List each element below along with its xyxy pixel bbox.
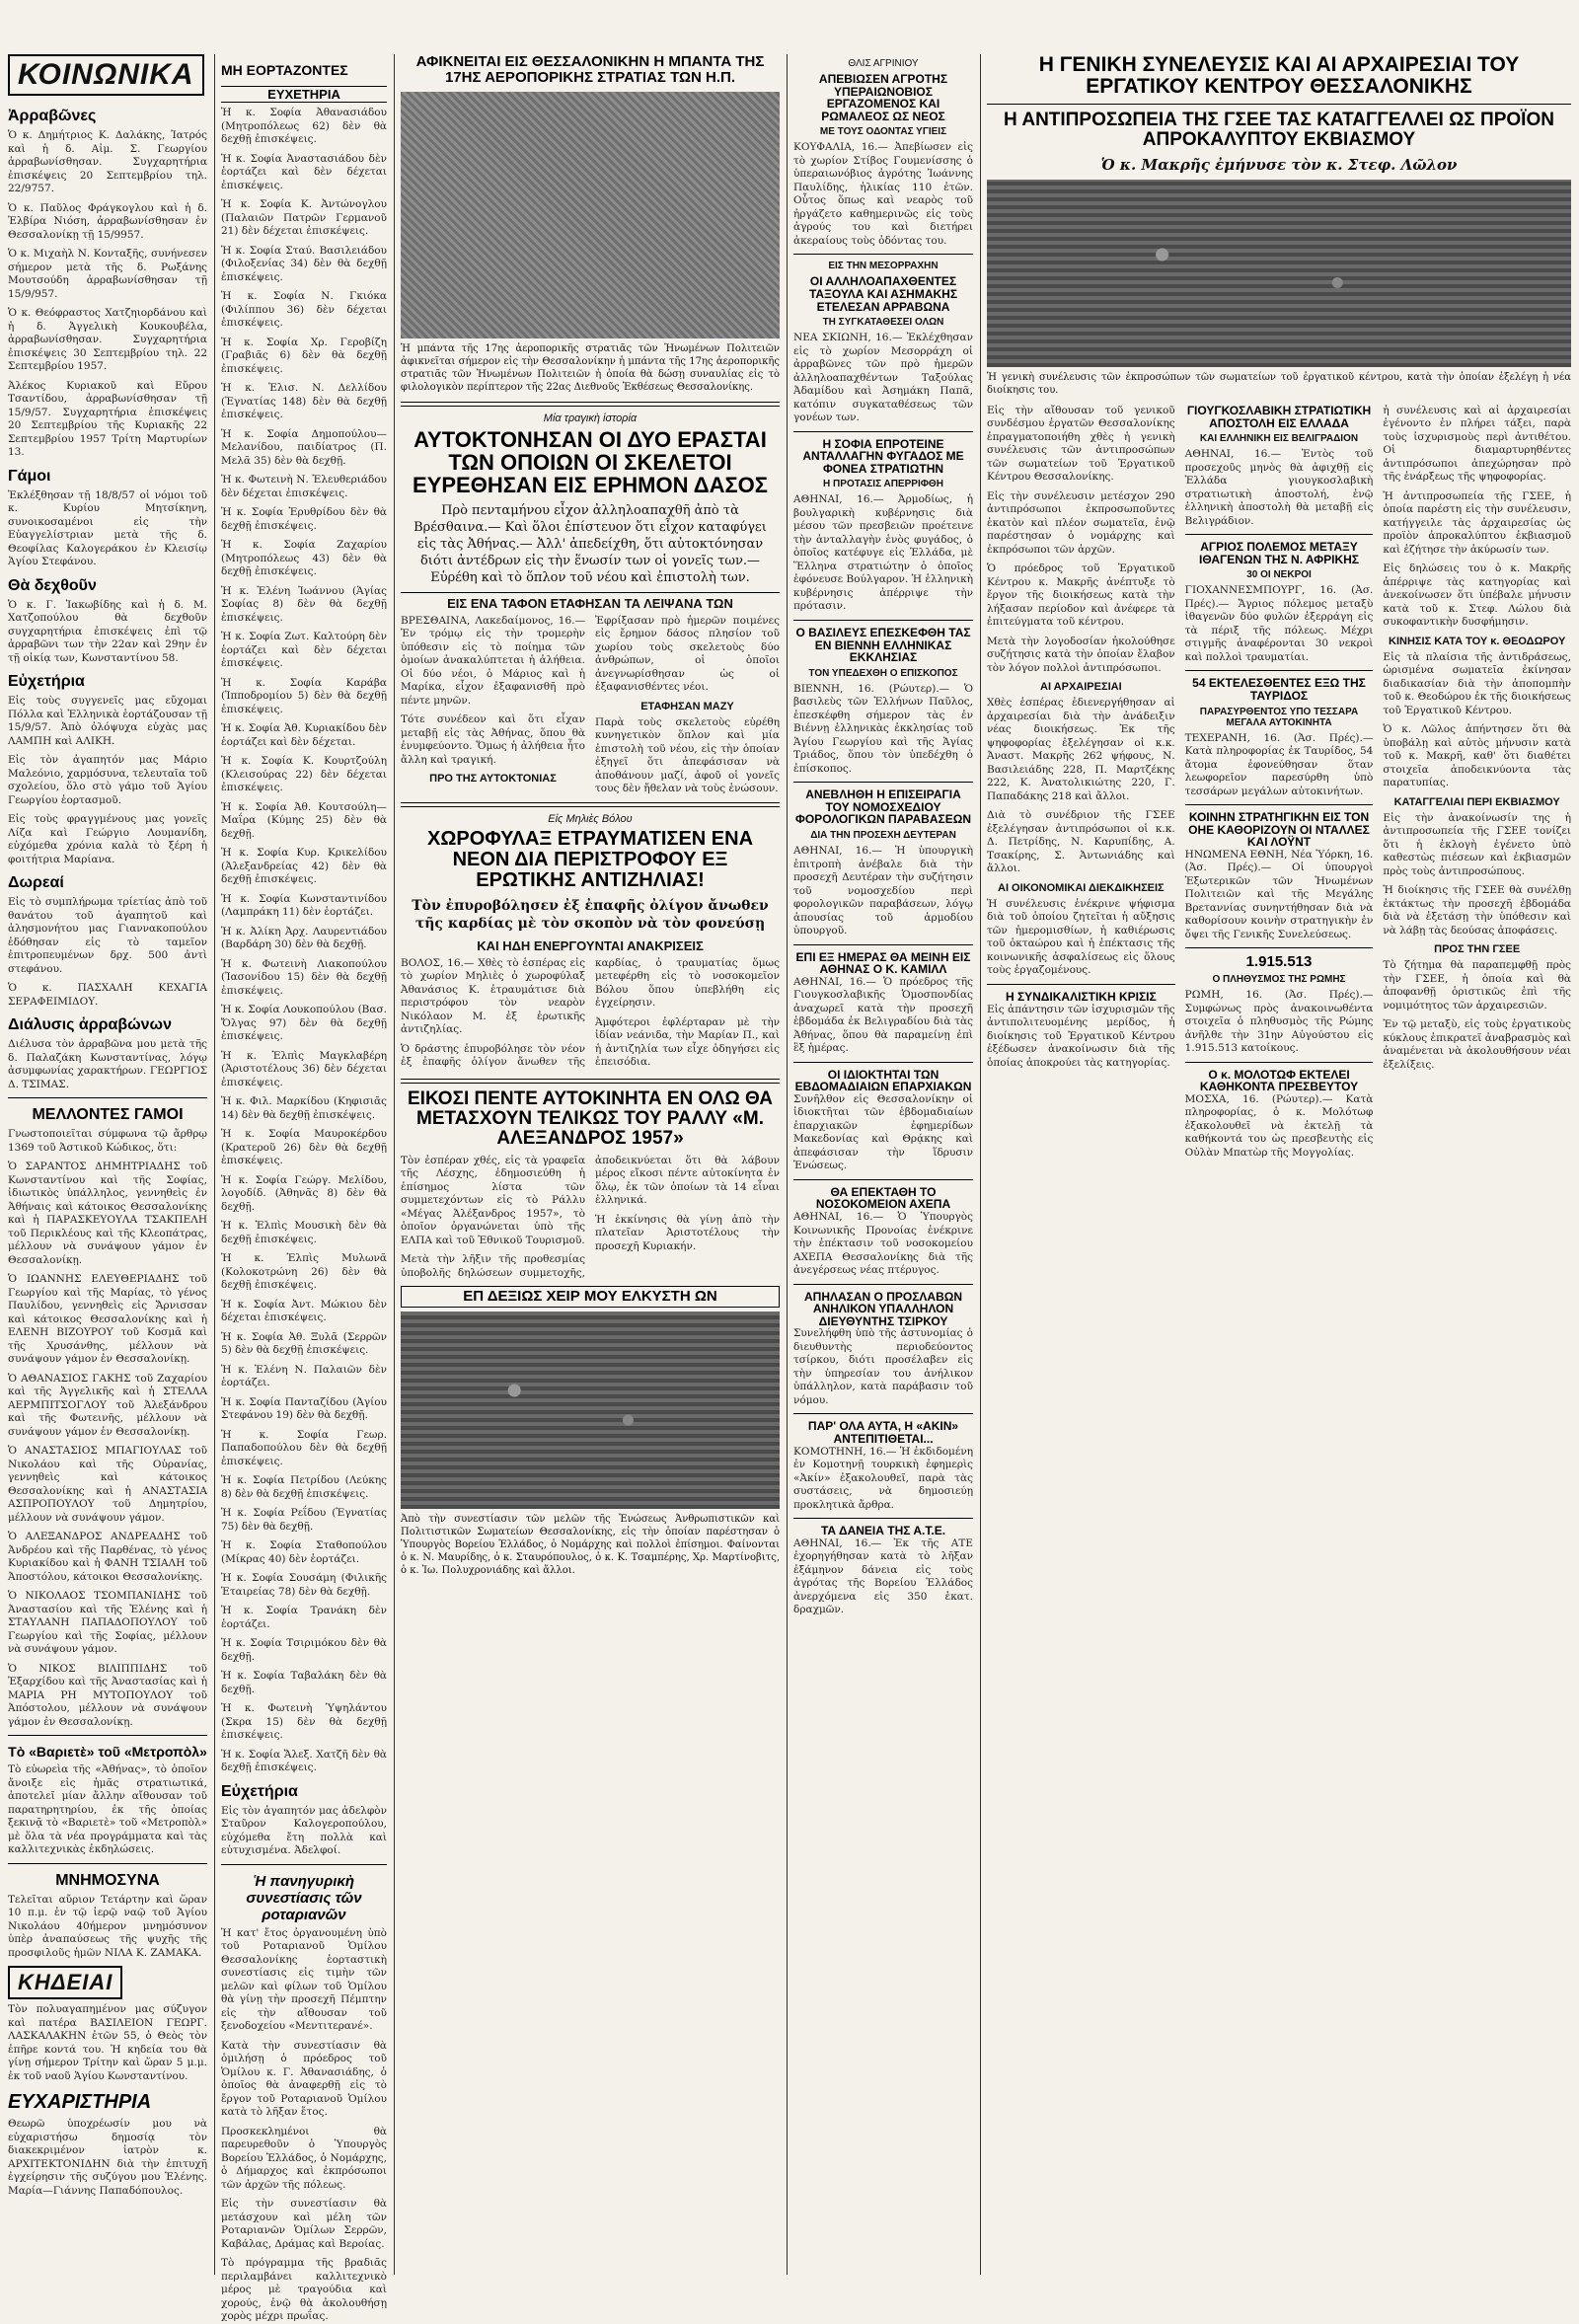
headline: Ο ΒΑΣΙΛΕΥΣ ΕΠΕΣΚΕΦΘΗ ΤΑΣ ΕΝ ΒΙΕΝΝΗ ΕΛΛΗΝΙΚΑΣ ΕΚΚΛΗΣΙΑΣ (795, 625, 971, 665)
column-news-center (401, 54, 780, 2275)
name-day-entry: Ἡ κ. Σοφία Ἀθ. Κουτσούλη—Μαΐρα (Κύμης 25) δὲν θὰ δεχθῇ. (221, 800, 387, 840)
paragraph: ΒΡΕΣΘΑΙΝΑ, Λακεδαίμονος, 16.— Ἐν τρόμῳ εἰς τὴν τρομερὴν ὑπόθεσιν εἰς τὸ ποίημα τῶν ὁμοίων ἀνακαλύπτεται ἡ ἀλήθεια. Οἱ δύο νέοι, ὁ Μάριος καὶ ἡ Μαρίκα, εἶχον ἐξαφανισθῆ πρὸ πέντε μηνῶν. (401, 614, 585, 707)
headline-rally: ΕΙΚΟΣΙ ΠΕΝΤΕ ΑΥΤΟΚΙΝΗΤΑ ΕΝ ΟΛΩ ΘΑ ΜΕΤΑΣΧΟΥΝ ΤΕΛΙΚΩΣ ΤΟΥ ΡΑΛΛΥ «Μ. ΑΛΕΞΑΝΔΡΟΣ 1957» (408, 1087, 773, 1149)
name-day-entry: Ἡ κ. Φωτεινὴ Ν. Ἐλευθεριάδου δὲν δέχεται ἐπισκέψεις. (221, 474, 387, 499)
subhead: ΠΡΟ ΤΗΣ ΑΥΤΟΚΤΟΝΙΑΣ (429, 773, 557, 786)
paragraph: Εἰς τοὺς συγγενεῖς μας εὔχομαι Πόλλα καὶ Ἑλληνικὰ ἑορτάζουσαν τῇ 15/9/57. Ἀπὸ ὀλόψυχα εὐχὰς μας ΛΑΜΠΗ καὶ ΑΛΙΚΗ. (8, 695, 207, 747)
paragraph: Ἡ διοίκησις τῆς ΓΣΕΕ θὰ συνέλθῃ ἐκτάκτως τὴν προσεχῆ ἑβδομάδα διὰ νὰ ἐξετάσῃ τὴν ὑπόθεσιν καὶ νὰ λάβῃ τὰς δεούσας ἀποφάσεις. (1383, 884, 1572, 937)
name-day-entry: Ἡ κ. Σοφία Ρεΐδου (Ἐγνατίας 75) δὲν θὰ δεχθῇ. (221, 1507, 387, 1533)
name-day-entry: Ἡ κ. Φιλ. Μαρκίδου (Κηφισιᾶς 14) δὲν θὰ δεχθῇ ἐπισκέψεις. (221, 1095, 387, 1121)
subhead: 30 ΟΙ ΝΕΚΡΟΙ (1246, 569, 1312, 581)
headline: ΠΑΡ' ΟΛΑ ΑΥΤΑ, Η «ΑΚΙΝ» ΑΝΤΕΠΙΤΙΘΕΤΑΙ... (807, 1419, 959, 1446)
divider (793, 254, 973, 255)
name-day-entry: Ἡ κ. Σοφία Κωνσταντινίδου (Λαμπράκη 11) δὲν ἑορτάζει. (221, 892, 387, 918)
paragraph: Ὁ κ. Μιχαὴλ Ν. Κονταξῆς, συνήνεσεν σήμερον μετὰ τῆς δ. Ρωξάνης Μουτσούδη ἀρραβωνίσθησαν τῇ 15/9/957. (8, 248, 207, 300)
paragraph: Μετὰ τὴν λῆξιν τῆς προθεσμίας ὑποβολῆς δηλώσεων συμμετοχῆς, ἀποδεικνύεται ὅτι θὰ λάβουν μέρος εἴκοσι πέντε αὐτοκίνητα ἐν ὅλῳ, ἐκ τῶν ὁποίων τὰ 14 εἶναι ἑλληνικά. (401, 1154, 780, 1279)
headline-main: Η ΓΕΝΙΚΗ ΣΥΝΕΛΕΥΣΙΣ ΚΑΙ ΑΙ ΑΡΧΑΙΡΕΣΙΑΙ ΤΟΥ ΕΡΓΑΤΙΚΟΥ ΚΕΝΤΡΟΥ ΘΕΣΣΑΛΟΝΙΚΗΣ (1038, 53, 1520, 99)
paragraph: Εἰς ἀπάντησιν τῶν ἰσχυρισμῶν τῆς ἀντιπολιτευομένης μερίδος, ἡ διοίκησις τοῦ Ἐργατικοῦ Κέντρου ἐξέδωσεν ἀνακοίνωσιν διὰ τῆς ὁποίας ἀποκρούει τὰς κατηγορίας. (987, 1003, 1175, 1069)
paragraph: Εἰς τοὺς φραγγμένους μας γονεῖς Λίζα καὶ Γεώργιο Λουμανίδη, εὐχόμεθα χρόνια καλὰ τὸ ξέρη ἡ φοιτήτρια Μαρίανα. (8, 813, 207, 865)
paragraph: Τὸ εὐωρεὶα τῆς «Ἀθήνας», τὸ ὁποῖον ἄνοιξε εἰς ἡμᾶς στρατιωτικά, ἀποτελεῖ μίαν ἄλλην αἴθουσαν τοῦ παρατηρητηρίου, ἐκ τῆς ὁποίας ξεκινᾷ τὸ «Βαριετὲ» τοῦ «Μετροπὸλ» μὲ ὅλα τὰ νέα προγράμματα καὶ τὰς καλλιτεχνικὰς ἐκδηλώσεις. (8, 1763, 207, 1855)
paragraph: Εἰς τὴν αἴθουσαν τοῦ γενικοῦ συνδέσμου ἐργατῶν Θεσσαλονίκης ἐπραγματοποιήθη χθὲς ἡ γενικὴ συνέλευσις τῶν ἀντιπροσώπων τῶν σωματείων τοῦ Ἐργατικοῦ Κέντρου Θεσσαλονίκης. (987, 404, 1175, 484)
paragraph: Εἰς τὴν συνέλευσιν μετέσχον 290 ἀντιπρόσωποι ἐκπροσωποῦντες ἑκατὸν καὶ πλέον σωματεῖα, ἐνῷ παρέστησαν ὁ νομάρχης καὶ ἐκπρόσωποι τῶν ἀρχῶν. (987, 489, 1175, 556)
paragraph: Γνωστοποιεῖται σύμφωνα τῷ ἄρθρῳ 1369 τοῦ Ἀστικοῦ Κώδικος, ὅτι: (8, 1128, 207, 1154)
paragraph: Προσκεκλημένοι θὰ παρευρεθοῦν ὁ Ὑπουργὸς Βορείου Ἑλλάδος, ὁ Νομάρχης, ὁ Δήμαρχος καὶ ἐκπρόσωποι τῶν ἀρχῶν τῆς πόλεως. (221, 2125, 387, 2191)
paragraph: Εἰς τὰ πλαίσια τῆς ἀντιδράσεως, ὡρισμένα σωματεῖα ἐκίνησαν διαδικασίαν διὰ τὴν ἀποπομπὴν τοῦ κ. Θεοδώρου ἐκ τῆς διοικήσεως τοῦ Ἐργατικοῦ Κέντρου. (1383, 650, 1572, 716)
subhead: ΤΟΝ ΥΠΕΔΕΧΘΗ Ο ΕΠΙΣΚΟΠΟΣ (808, 667, 958, 679)
divider (1185, 670, 1374, 671)
section-title: Τὸ «Βαριετὲ» τοῦ «Μετροπὸλ» (8, 1744, 207, 1760)
divider (793, 431, 973, 432)
divider (793, 1518, 973, 1519)
deck: Πρὸ πενταμήνου εἶχον ἀλληλοαπαχθῆ ἀπὸ τὰ Βρέσθαινα.— Καὶ ὅλοι ἐπίστευον ὅτι εἶχον καταφύγει εἰς τὰς Ἀθήνας.— Ἀλλ' ἀπεδείχθη, ὅτι αὐτοκτόνησαν διότι ἀντέδρων εἰς τὴν ἕνωσίν των οἱ γονεῖς των.— Εὑρέθη καὶ τὸ ὅπλον τοῦ νέου καὶ ἐπιστολὴ των. (414, 502, 767, 585)
section-title: Θὰ δεχθοῦν (8, 576, 97, 594)
subhead: ΚΑΙ ΕΛΛΗΝΙΚΗ ΕΙΣ ΒΕΛΙΓΡΑΔΙΟΝ (1199, 433, 1359, 445)
subhead: Ο ΠΛΗΘΥΣΜΟΣ ΤΗΣ ΡΩΜΗΣ (1212, 974, 1346, 986)
paragraph: ΒΟΛΟΣ, 16.— Χθὲς τὸ ἑσπέρας εἰς τὸ χωρίον Μηλιὲς ὁ χωροφύλαξ Ἀθανάσιος Κ. ἐτραυμάτισε διὰ περιστρόφου τὸν νεαρὸν Νικόλαον Μ. ἐξ ἐρωτικῆς ἀντιζηλίας. (401, 956, 585, 1036)
headline: 54 ΕΚΤΕΛΕΣΘΕΝΤΕΣ ΕΞΩ ΤΗΣ ΤΑΥΡΙΔΟΣ (1192, 676, 1366, 703)
paragraph: ΓΙΟΧΑΝΝΕΣΜΠΟΥΡΓ, 16. (Ἀσ. Πρές).— Ἄγριος πόλεμος μεταξὺ ἰθαγενῶν δύο φυλῶν ἐξερράγη εἰς τὰ πέριξ τῆς πόλεως. Μέχρι στιγμῆς ἀναφέρονται 30 νεκροὶ καὶ πολλοὶ τραυματίαι. (1184, 584, 1374, 663)
name-day-entry: Ἡ κ. Σοφία Σταθοπούλου (Μίκρας 40) δὲν ἑορτάζει. (221, 1539, 387, 1565)
name-day-entry: Ἡ κ. Σοφία Ἀντ. Μώκιου δὲν δέχεται ἐπισκέψεις. (221, 1298, 387, 1323)
column-right (1383, 405, 1571, 1165)
paragraph: Τότε συνέδεον καὶ ὅτι εἶχαν μεταβῇ εἰς τὰς Ἀθήνας, ὅπου θὰ ἐνυμφεύοντο. Ὅμως ἡ ἀλήθεια ἦτο ἄλλη καὶ τραγική. (401, 713, 585, 766)
section-title: Γάμοι (8, 467, 51, 485)
headline: 1.915.513 (1245, 953, 1313, 971)
paragraph: Ὁ ΙΩΑΝΝΗΣ ΕΛΕΥΘΕΡΙΑΔΗΣ τοῦ Γεωργίου καὶ τῆς Μαρίας, τὸ γένος Παυλίδου, γεννηθεὶς εἰς Ἄρνισσαν καὶ κάτοικος Θεσσαλονίκης καὶ ἡ ΕΛΕΝΗ ΒΙΖΟΥΡΟΥ τοῦ Κοσμᾶ καὶ τῆς Χρυσάνθης, μέλλουν νὰ συνάψουν γάμον ἐν Θεσσαλονίκῃ. (8, 1273, 207, 1365)
reception-photo (401, 1312, 780, 1509)
paragraph: Τὸν πολυαγαπημένον μας σύζυγον καὶ πατέρα ΒΑΣΙΛΕΙΟΝ ΓΕΩΡΓ. ΛΑΣΚΑΛΑΚΗΝ ἐτῶν 55, ὁ Θεὸς τὸν ἐπῆρε κοντά του. Ἡ κηδεία του θὰ γίνῃ σήμερον Τρίτην καὶ ὥραν 5 μ.μ. ἐκ τοῦ ναοῦ Ἁγίου Κωνσταντίνου. (8, 2003, 207, 2082)
column-rule (787, 54, 788, 2275)
paragraph: Ὁ κ. Γ. Ἰακωβίδης καὶ ἡ δ. Μ. Χατζοπούλου θὰ δεχθοῦν συγχαρητήρια ἐπισκέψεις ἐπὶ τῷ ἀρραβῶνι των τὴν 22αν καὶ 29ην ἐν τῇ οἰκίᾳ των, Κωνσταντίνου 58. (8, 598, 207, 664)
assembly-photo (987, 180, 1571, 367)
divider (401, 802, 780, 807)
name-day-entry: Ἡ κ. Σοφία Τρανάκη δὲν ἑορτάζει. (221, 1605, 387, 1630)
paragraph: Ὁ κ. Λῶλος ἀπήντησεν ὅτι θὰ ὑποβάλῃ καὶ αὐτὸς μήνυσιν κατὰ τοῦ κ. Μακρῆ, καθ' ὅτι διαθέτει στοιχεῖα ἀποδεικνύοντα τὰς παρατυπίας. (1383, 723, 1572, 789)
paragraph: ΚΟΜΟΤΗΝΗ, 16.— Ἡ ἐκδιδομένη ἐν Κομοτηνῇ τουρκικὴ ἐφημερὶς «Ἀκίν» ἐξακολουθεῖ, παρὰ τὰς συστάσεις, νὰ δημοσιεύῃ προκλητικὰ ἄρθρα. (793, 1445, 973, 1511)
name-day-entry: Ἡ κ. Σοφία Ἀθ. Ξυλᾶ (Σερρῶν 5) δὲν θὰ δεχθῇ ἐπισκέψεις. (221, 1330, 387, 1356)
column-labour-center (987, 54, 1571, 2275)
column-rule (214, 54, 215, 2275)
name-day-entry: Ἡ κ. Σοφία Ἀναστασιάδου δὲν ἑορτάζει καὶ δὲν δέχεται ἐπισκέψεις. (221, 152, 387, 191)
section-title: ΕΥΧΕΤΗΡΙΑ (221, 86, 387, 103)
headline: ΑΓΡΙΟΣ ΠΟΛΕΜΟΣ ΜΕΤΑΞΥ ΙΘΑΓΕΝΩΝ ΤΗΣ Ν. ΑΦΡΙΚΗΣ (1199, 540, 1359, 566)
subhead: ΑΙ ΑΡΧΑΙΡΕΣΙΑΙ (1040, 681, 1122, 694)
paragraph: Ὁ ΣΑΡΑΝΤΟΣ ΔΗΜΗΤΡΙΑΔΗΣ τοῦ Κωνσταντίνου καὶ τῆς Σοφίας, ἰδιωτικὸς ὑπάλληλος, γεννηθεὶς ἐν Ἀθήναις καὶ κάτοικος Θεσσαλονίκης καὶ ἡ ΠΑΡΑΣΚΕΥΟΥΛΑ ΤΣΑΚΠΕΛΗ τοῦ Περικλέους καὶ τῆς Κλεοπάτρας, μέλλουν νὰ συνάψουν γάμον ἐν Θεσσαλονίκῃ. (8, 1161, 207, 1266)
column-name-days (221, 54, 387, 2322)
name-day-entry: Ἡ κ. Φωτεινὴ Λιακοπούλου (Ἰασονίδου 15) δὲν θὰ δεχθῇ ἐπισκέψεις. (221, 957, 387, 997)
divider (987, 984, 1175, 985)
subhead: Η ΠΡΟΤΑΣΙΣ ΑΠΕΡΡΙΦΘΗ (823, 479, 943, 490)
divider (1185, 947, 1374, 948)
headline: ΑΝΕΒΛΗΘΗ Η ΕΠΙΣΕΙΡΑΓΙΑ ΤΟΥ ΝΟΜΟΣΧΕΔΙΟΥ ΦΟΡΟΛΟΓΙΚΩΝ ΠΑΡΑΒΑΣΕΩΝ (795, 787, 971, 827)
paragraph: Ὁ κ. Δημήτριος Κ. Δαλάκης, Ἰατρός καὶ ἡ δ. Αἰμ. Σ. Γεωργίου ἀρραβωνίσθησαν. Συγχαρητήρια ἐπισκέψεις 20 Σεπτεμβρίου τηλ. 22/9757. (8, 129, 207, 194)
paragraph: Εἰς τὸ συμπλήρωμα τρίετίας ἀπὸ τοῦ θανάτου τοῦ ἀγαπητοῦ καὶ ἀλησμονήτου μας Γιαννακοπούλου ἐδόθησαν εἰς τὸ ταμεῖον ἐπιτροπευμένων δρχ. 500 ἀντὶ στεφάνου. (8, 896, 207, 975)
paragraph: Ἀμφότεροι ἐφλέρταραν μὲ τὴν ἰδίαν νεάνιδα, τὴν Μαρίαν Π., καὶ ἡ ἀντιζηλία των εἶχε ὁδηγήσει εἰς ἐπεισόδια. (595, 1015, 780, 1069)
paragraph: Χθὲς ἑσπέρας ἐδιενεργήθησαν αἱ ἀρχαιρεσίαι διὰ τὴν ἀνάδειξιν νέας διοικήσεως. Ἐκ τῆς ψηφοφορίας ἐξελέγησαν οἱ κ.κ. Ἀναστ. Μακρῆς 262 ψήφους, Ν. Βασιλειάδης 228, Π. Μαρτζέκης 222, Κ. Ἀνατολικιώτης 220, Γ. Παπαδάκης 218 καὶ ἄλλοι. (987, 697, 1175, 802)
divider (987, 104, 1571, 105)
paragraph: ΑΘΗΝΑΙ, 16.— Ἡ ὑπουργικὴ ἐπιτροπὴ ἀνέβαλε διὰ τὴν προσεχῆ Δευτέραν τὴν συζήτησιν τοῦ νομοσχεδίου περὶ φορολογικῶν παραβάσεων, λόγῳ ἀπουσίας τοῦ ἁρμοδίου ὑπουργοῦ. (793, 845, 973, 937)
divider (8, 1863, 207, 1864)
paragraph: Ὁ πρόεδρος τοῦ Ἐργατικοῦ Κέντρου κ. Μακρῆς ἀνέπτυξε τὸ ἔργον τῆς διοικήσεως κατὰ τὴν λήξασαν περίοδον καὶ ἀνέφερε τὰ ἐπιτεύγματα τοῦ κέντρου. (987, 562, 1175, 629)
photo-headline: ΕΠ ΔΕΞΙΩΣ ΧΕΙΡ ΜΟΥ ΕΛΚΥΣΤΗ ΩΝ (401, 1286, 780, 1308)
name-day-entry: Ἡ κ. Ἐλπὶς Μυλωνᾶ (Κολοκοτρώνη 26) δὲν θὰ δεχθῇ ἐπισκέψεις. (221, 1252, 387, 1291)
subhead: ΤΗ ΣΥΓΚΑΤΑΘΕΣΕΙ ΟΛΩΝ (822, 317, 944, 329)
headline-gendarme: ΧΩΡΟΦΥΛΑΞ ΕΤΡΑΥΜΑΤΙΣΕΝ ΕΝΑ ΝΕΟΝ ΔΙΑ ΠΕΡΙΣΤΡΟΦΟΥ ΕΞ ΕΡΩΤΙΚΗΣ ΑΝΤΙΖΗΛΙΑΣ! (426, 827, 754, 891)
section-title: Διάλυσις ἀρραβώνων (8, 1016, 172, 1033)
section-title: Ἡ πανηγυρικὴ συνεστίασις τῶν ροταριανῶν (246, 1872, 362, 1923)
paragraph: Εἰς τὴν ἀνακοίνωσίν της ἡ ἀντιπροσωπεία τῆς ΓΣΕΕ τονίζει ὅτι ἡ ἐκλογὴ ἐγένετο ὑπὸ καθεστὼς πιέσεων καὶ ἐκβιασμῶν πρὸς τοὺς ἀντιπροσώπους. (1383, 811, 1572, 877)
band-photo (401, 92, 780, 338)
paragraph: ΡΩΜΗ, 16. (Ἀσ. Πρές).— Συμφώνως πρὸς ἀνακοινωθέντα στοιχεῖα ὁ πληθυσμὸς τῆς Ρώμης ἀνῆλθε τὴν 31ην Αὐγούστου εἰς 1.915.513 κατοίκους. (1184, 989, 1374, 1055)
headline: ΘΑ ΕΠΕΚΤΑΘΗ ΤΟ ΝΟΣΟΚΟΜΕΙΟΝ ΑΧΕΠΑ (815, 1184, 951, 1212)
name-day-entry: Ἡ κ. Σοφία Γεώργ. Μελίδου, λογοδίδ. (Ἀθηνᾶς 8) δὲν θὰ δεχθῇ. (221, 1173, 387, 1213)
paragraph: ΗΝΩΜΕΝΑ ΕΘΝΗ, Νέα Ὑόρκη, 16. (Ἀσ. Πρές).— Οἱ ὑπουργοὶ Ἐξωτερικῶν τῶν Ἡνωμένων Πολιτειῶν καὶ τῆς Μεγάλης Βρεταννίας συνηντήθησαν διὰ νὰ καθορίσουν κοινὴν στρατηγικὴν ἐν ὄψει τῆς Γενικῆς Συνελεύσεως. (1184, 848, 1374, 940)
name-day-entry: Ἡ κ. Σοφία Τσιριμόκου δὲν θὰ δεχθῇ. (221, 1637, 387, 1663)
paragraph: Ὁ ΑΛΕΞΑΝΔΡΟΣ ΑΝΔΡΕΑΔΗΣ τοῦ Ἀνδρέου καὶ τῆς Παρθένας, τὸ γένος Κυριακίδου καὶ ἡ ΦΑΝΗ ΤΣΙΑΛΗ τοῦ Ἀποστόλου, κάτοικοι Θεσσαλονίκης. (8, 1531, 207, 1583)
name-day-entry: Ἡ κ. Σοφία Γεωρ. Παπαδοπούλου δὲν θὰ δεχθῇ ἐπισκέψεις. (221, 1428, 387, 1467)
name-day-entry: Ἡ κ. Σοφία Κ. Ἀντώνογλου (Παλαιῶν Πατρῶν Γερμανοῦ 21) δὲν δέχεται ἐπισκέψεις. (221, 198, 387, 237)
divider (401, 1079, 780, 1084)
name-day-entry: Ἡ κ. Σοφία Ν. Γκιόκα (Φιλίππου 36) δὲν δέχεται ἐπισκέψεις. (221, 290, 387, 329)
name-day-entry: Ἡ κ. Σοφία Ἀθανασιάδου (Μητροπόλεως 62) δὲν θὰ δεχθῇ ἐπισκέψεις. (221, 107, 387, 145)
divider (793, 944, 973, 945)
divider (793, 620, 973, 621)
headline: ΤΑ ΔΑΝΕΙΑ ΤΗΣ Α.Τ.Ε. (820, 1524, 946, 1538)
paragraph: Παρὰ τοὺς σκελετοὺς εὑρέθη κυνηγετικὸν ὅπλον καὶ μία ἐπιστολὴ τοῦ νέου, εἰς τὴν ὁποίαν ἐξηγεῖ ὅτι ἀπεφάσισαν νὰ ἀποθάνουν μαζί, ἀφοῦ οἱ γονεῖς τους δὲν ἤθελαν νὰ τοὺς ἑνώσουν. (595, 715, 780, 795)
paragraph: Διὰ τὸ συνέδριον τῆς ΓΣΕΕ ἐξελέγησαν ἀντιπρόσωποι οἱ κ.κ. Δ. Πετρίδης, Ν. Καρυπίδης, Α. Τσακίρης, Σ. Ἀντωνιάδης καὶ ἄλλοι. (987, 809, 1175, 875)
column-rule (394, 54, 395, 2275)
divider (1185, 1062, 1374, 1063)
divider (8, 1735, 207, 1736)
subhead: ΠΑΡΑΣΥΡΘΕΝΤΟΣ ΥΠΟ ΤΕΣΣΑΡΑ ΜΕΓΑΛΑ ΑΥΤΟΚΙΝΗΤΑ (1199, 706, 1359, 728)
paragraph: Ὁ κ. Θεόφραστος Χατζηιορδάνου καὶ ἡ δ. Ἀγγελικὴ Κουκουβέλα, ἀρραβωνίσθησαν. Συγχαρητήρια ἐπισκέψεις 30 Σεπτεμβρίου τηλ. 22 Σεπτεμβρίου 1957. (8, 307, 207, 372)
name-day-entry: Ἡ κ. Ἐλπὶς Μαγκλαβέρη (Ἀριστοτέλους 36) δὲν δέχεται ἐπισκέψεις. (221, 1049, 387, 1088)
section-title: Εὐχετήρια (221, 1782, 298, 1800)
paragraph: Ἡ συνέλευσις ἐνέκρινε ψήφισμα διὰ τοῦ ὁποίου ζητεῖται ἡ αὔξησις τῶν ἡμερομισθίων, ἡ καθιέρωσις τοῦ ὀκταώρου καὶ ἡ ἐπέκτασις τῆς κοινωνικῆς ἀσφαλίσεως εἰς ὅλους τοὺς ἐργαζομένους. (987, 897, 1175, 977)
name-day-list (221, 107, 387, 1775)
photo-caption: Ἡ μπάντα τῆς 17ης ἀεροπορικῆς στρατιᾶς τῶν Ἡνωμένων Πολιτειῶν ἀφικνεῖται σήμερον εἰς τὴν Θεσσαλονίκην ἡ μπάντα τῆς 17ης ἀεροπορικῆς στρατιᾶς τῶν Ἡνωμένων Πολιτειῶν ἡ ὁποία θὰ δώσῃ συναυλίας εἰς τὸ φιλολογικὸν περίπτερον τῆς 22ας Διεθνοῦς Ἐκθέσεως Θεσσαλονίκης. (401, 342, 780, 393)
paragraph: Τὸ ζήτημα θὰ παραπεμφθῇ πρὸς τὴν ΓΣΕΕ, ἡ ὁποία καὶ θὰ ἀποφανθῇ ὁριστικῶς ἐπὶ τῆς νομιμότητος τῶν ἀρχαιρεσιῶν. (1383, 959, 1572, 1012)
headline-lovers: ΑΥΤΟΚΤΟΝΗΣΑΝ ΟΙ ΔΥΟ ΕΡΑΣΤΑΙ ΤΩΝ ΟΠΟΙΩΝ ΟΙ ΣΚΕΛΕΤΟΙ ΕΥΡΕΘΗΣΑΝ ΕΙΣ ΕΡΗΜΟΝ ΔΑΣΟΣ (413, 426, 768, 497)
paragraph: Ἡ ἐκκίνησις θὰ γίνῃ ἀπὸ τὴν πλατεῖαν Ἀριστοτέλους τὴν προσεχῆ Κυριακήν. (595, 1213, 780, 1252)
divider (1185, 804, 1374, 805)
divider (793, 1413, 973, 1414)
divider (1185, 534, 1374, 535)
paragraph: Ὁ ΑΝΑΣΤΑΣΙΟΣ ΜΠΑΓΙΟΥΛΑΣ τοῦ Νικολάου καὶ τῆς Οὐρανίας, γεννηθεὶς καὶ κάτοικος Θεσσαλονίκης καὶ ἡ ΑΝΑΣΤΑΣΙΑ ΑΣΠΡΟΠΟΥΛΟΥ τοῦ Δημητρίου, μέλλουν νὰ συνάψουν γάμον. (8, 1445, 207, 1524)
paragraph: Ὁ ΝΙΚΟΣ ΒΙΛΙΠΠΙΔΗΣ τοῦ Ἐξαρχίδου καὶ τῆς Ἀναστασίας καὶ ἡ ΜΑΡΙΑ ΡΗ ΜΥΤΟΠΟΥΛΟΥ τοῦ Ἀπόστολου, μέλλουν νὰ συνάψουν γάμον ἐν Θεσσαλονίκῃ. (8, 1662, 207, 1728)
column-left (987, 405, 1175, 1165)
name-day-entry: Ἡ κ. Σοφία Κυρ. Κρικελίδου (Ἀλεξανδρείας 42) δὲν θὰ δεχθῇ ἐπισκέψεις. (221, 847, 387, 885)
name-day-entry: Ἡ κ. Ἑλένη Ἰωάννου (Ἁγίας Σοφίας 8) δὲν θὰ δεχθῇ ἐπισκέψεις. (221, 584, 387, 624)
article-body (401, 615, 780, 796)
deck: Τὸν ἐπυροβόλησεν ἐξ ἐπαφῆς ὀλίγον ἄνωθεν τῆς καρδίας μὲ τὸν σκοπὸν νὰ τὸν φονεύσῃ (412, 897, 769, 932)
paragraph: Ἐφρίξασαν πρὸ ἡμερῶν ποιμένες εἰς ἔρημον δάσος πλησίον τοῦ χωρίου τοὺς σκελετοὺς δύο ἀνθρώπων, οἱ ὁποῖοι ἀνεγνωρίσθησαν ὡς οἱ ἐξαφανισθέντες νέοι. (595, 614, 780, 694)
paragraph: Τὸ πρόγραμμα τῆς βραδιᾶς περιλαμβάνει καλλιτεχνικὸ μέρος μὲ τραγούδια καὶ χορούς, ἐνῷ θὰ ἀκολουθήσῃ χορὸς μέχρι πρωΐας. (221, 2257, 387, 2322)
paragraph: Ὁ κ. ΠΑΣΧΑΛΗ ΚΕΧΑΓΙΑ ΣΕΡΑΦΕΙΜΙΔΟΥ. (8, 982, 207, 1008)
paragraph: Εἰς δηλώσεις του ὁ κ. Μακρῆς ἀπέρριψε τὰς κατηγορίας καὶ ἀνεκοίνωσεν ὅτι ὑπέβαλε μήνυσιν κατὰ τοῦ κ. Στεφ. Λώλου διὰ συκοφαντικὴν δυσφήμησιν. (1383, 562, 1572, 629)
headline: ΑΠΗΛΑΣΑΝ Ο ΠΡΟΣΛΑΒΩΝ ΑΝΗΛΙΚΟΝ ΥΠΑΛΛΗΛΟΝ ΔΙΕΥΘΥΝΤΗΣ ΤΣΙΡΚΟΥ (803, 1289, 963, 1328)
paragraph: Κατὰ τὴν συνεστίασιν θὰ ὁμιλήσῃ ὁ πρόεδρος τοῦ Ὁμίλου κ. Γ. Ἀθανασιάδης, ὁ ὁποῖος θὰ ἀναφερθῇ εἰς τὸ ἔργον τοῦ Ροταριανοῦ Ὁμίλου κατὰ τὸ λῆξαν ἔτος. (221, 2039, 387, 2118)
name-day-entry: Ἡ κ. Σοφία Ταβαλάκη δὲν θὰ δεχθῇ. (221, 1670, 387, 1695)
name-day-entry: Ἡ κ. Σοφία Πετρίδου (Λεύκης 8) δὲν θὰ δεχθῇ ἐπισκέψεις. (221, 1474, 387, 1500)
paragraph: ΑΘΗΝΑΙ, 16.— Ἀρμοδίως, ἡ βουλγαρικὴ κυβέρνησις διὰ μέσου τῶν πρεσβειῶν προέτεινε τὴν ἀνταλλαγὴν ἑνὸς φυγάδος, ὁ ὁποῖος κατέφυγε εἰς Ἑλλάδα, μὲ Ἕλληνα στρατιώτην ὁ ὁποῖος ἐφόνευσε Βούλγαρον. Ἡ ἑλληνικὴ κυβέρνησις ἀπέρριψε τὴν πρότασιν. (793, 493, 973, 613)
photo-caption: Ἀπὸ τὴν συνεστίασιν τῶν μελῶν τῆς Ἑνώσεως Ἀνθρωπιστικῶν καὶ Πολιτιστικῶν Σωματείων Θεσσαλονίκης, εἰς τὴν ὁποίαν παρέστησαν ὁ Ὑπουργὸς Βορείου Ἑλλάδος, ὁ Νομάρχης καὶ πολλοὶ ἐπίσημοι. Φαίνονται ὁ κ. Ν. Μαυρίδης, ὁ κ. Σταυρόπουλος, ὁ κ. Κ. Τσαμπέρης, Χρ. Μαρτίνοβιτς, ὁ κ. Ἰω. Πολυχρονιάδης καὶ ἄλλοι. (401, 1513, 780, 1576)
paragraph: ΝΕΑ ΣΚΙΩΝΗ, 16.— Ἐκλέχθησαν εἰς τὸ χωρίον Μεσορράχη οἱ ἀρραβῶνες τῶν πρὸ ἡμερῶν ἀλληλοαπαχθέντων Ταξούλας Ἀδαμίδου καὶ Ἀσημάκη Παπᾶ, κατόπιν συγκαταθέσεως τῶν γονέων των. (793, 332, 973, 424)
headline: ΟΙ ΑΛΛΗΛΟΑΠΑΧΘΕΝΤΕΣ ΤΑΞΟΥΛΑ ΚΑΙ ΑΣΗΜΑΚΗΣ ΕΤΕΛΕΣΑΝ ΑΡΡΑΒΩΝΑ (808, 274, 958, 314)
kicker: ΘΛΙΣ ΑΓΡΙΝΙΟΥ (848, 58, 919, 69)
paragraph: Ἡ κατ' ἔτος ὀργανουμένη ὑπὸ τοῦ Ροταριανοῦ Ὁμίλου Θεσσαλονίκης ἑορταστικὴ συνεστίασις εἰς τιμὴν τῶν μελῶν καὶ φίλων τοῦ Ὁμίλου θὰ γίνῃ τὴν προσεχῆ Πέμπτην εἰς τὴν αἴθουσαν τοῦ ξενοδοχείου «Μεντιτερανέ». (221, 1926, 387, 2032)
kicker: ΕΙΣ ΤΗΝ ΜΕΣΟΡΡΑΧΗΝ (828, 261, 939, 272)
headline: ΟΙ ΙΔΙΟΚΤΗΤΑΙ ΤΩΝ ΕΒΔΟΜΑΔΙΑΙΩΝ ΕΠΑΡΧΙΑΚΩΝ (794, 1067, 972, 1094)
kicker: Εἰς Μηλιὲς Βόλου (548, 812, 633, 825)
society-masthead: ΚΟΙΝΩΝΙΚΑ (8, 54, 204, 96)
name-day-entry: Ἡ κ. Φωτεινὴ Ὑψηλάντου (Σκρα 15) δὲν θὰ δεχθῇ ἐπισκέψεις. (221, 1702, 387, 1741)
column-brief-news (793, 54, 973, 2275)
paragraph: Ἀλέκος Κυριακοῦ καὶ Εὔρου Τσαντίδου, ἀρραβωνίσθησαν τῇ 15/9/57. Συγχαρητήρια ἐπισκέψεις 20 Σεπτεμβρίου τῆς Κυριακῆς 22 Σεπτεμβρίου 1957 Τρίτη Μαρτυρίων 13. (8, 379, 207, 458)
headline: ΑΠΕΒΙΩΣΕΝ ΑΓΡΟΤΗΣ ΥΠΕΡΑΙΩΝΟΒΙΟΣ ΕΡΓΑΖΟΜΕΝΟΣ ΚΑΙ ΡΩΜΑΛΕΟΣ ΩΣ ΝΕΟΣ (818, 72, 948, 123)
name-day-entry: Ἡ κ. Σοφία Πανταζίδου (Ἀγίου Στεφάνου 19) δὲν θὰ δεχθῇ. (221, 1395, 387, 1421)
name-day-entry: Ἡ κ. Ἀλίκη Ἀρχ. Λαυρεντιάδου (Βαρδάρη 30) δὲν θὰ δεχθῇ. (221, 925, 387, 950)
headline: ΕΠΙ ΕΞ ΗΜΕΡΑΣ ΘΑ ΜΕΙΝΗ ΕΙΣ ΑΘΗΝΑΣ Ο Κ. ΚΑΜΙΛΛ (795, 949, 971, 977)
divider (8, 1097, 207, 1098)
paragraph: ΒΙΕΝΝΗ, 16. (Ρώυτερ).— Ὁ βασιλεὺς τῶν Ἑλλήνων Παῦλος, ἐπεσκέφθη σήμερον τὰς ἐν Βιέννῃ ἑλληνικὰς ἐκκλησίας τοῦ Ἁγίου Γεωργίου καὶ τῆς Ἁγίας Τριάδος, ὅπου τὸν ὑπεδέχθη ὁ ἐπίσκοπος. (793, 682, 973, 775)
paragraph: ΑΘΗΝΑΙ, 16.— Ἐκ τῆς ΑΤΕ ἐχορηγήθησαν κατὰ τὸ λῆξαν ἐξάμηνον δάνεια εἰς τοὺς ἀγρότας τῆς Βορείου Ἑλλάδος ἀνερχόμενα εἰς 350 ἑκατ. δραχμῶν. (793, 1537, 973, 1616)
column-middle (1185, 405, 1374, 1165)
name-day-entry: Ἡ κ. Σοφία Σταύ. Βασιλειάδου (Φιλοξενίας 34) δὲν θὰ δεχθῇ ἐπισκέψεις. (221, 244, 387, 283)
name-day-entry: Ἡ κ. Σοφία Καράβα (Ἱπποδρομίου 5) δὲν θὰ δεχθῇ ἐπισκέψεις. (221, 676, 387, 715)
name-day-entry: Ἡ κ. Σοφία Μαυροκέρδου (Κρατεροῦ 26) δὲν θὰ δεχθῇ ἐπισκέψεις. (221, 1128, 387, 1166)
kicker: Μία τραγικὴ ἱστορία (543, 412, 638, 424)
section-title: Ἀρραβῶνες (8, 108, 97, 124)
paragraph: ΤΕΧΕΡΑΝΗ, 16. (Ἀσ. Πρές).— Κατὰ πληροφορίας ἐκ Ταυρίδος, 54 ἄτομα ἐφονεύθησαν ὅταν λεωφορεῖον παρεσύρθη ὑπὸ τεσσάρων μεγάλων αὐτοκινήτων. (1184, 731, 1374, 797)
headline: ΓΙΟΥΓΚΟΣΛΑΒΙΚΗ ΣΤΡΑΤΙΩΤΙΚΗ ΑΠΟΣΤΟΛΗ ΕΙΣ ΕΛΛΑΔΑ (1186, 403, 1372, 430)
name-day-entry: Ἡ κ. Σοφία Ἄλεξ. Χατζῆ δὲν θὰ δεχθῇ ἐπισκέψεις. (221, 1748, 387, 1773)
funerals-heading: ΚΗΔΕΙΑΙ (8, 1966, 122, 1999)
name-day-entry: Ἡ κ. Ἑλισ. Ν. Δελλίδου (Ἐγνατίας 148) δὲν θὰ δεχθῇ ἐπισκέψεις. (221, 382, 387, 420)
divider (793, 1179, 973, 1180)
name-day-entry: Ἡ κ. Σοφία Ζαχαρίου (Μητροπόλεως 43) δὲν θὰ δεχθῇ ἐπισκέψεις. (221, 539, 387, 577)
paragraph: ἡ συνέλευσις καὶ αἱ ἀρχαιρεσίαι ἐγένοντο ἐν πλήρει τάξει, παρὰ τοὺς ἰσχυρισμοὺς περὶ ἀντιθέτου. Οἱ διαμαρτυρηθέντες ἀντιπρόσωποι ἀπεχώρησαν πρὸ τῆς ἐνάρξεως τῆς ψηφοφορίας. (1383, 404, 1572, 484)
headline: Η ΣΥΝΔΙΚΑΛΙΣΤΙΚΗ ΚΡΙΣΙΣ (1005, 989, 1157, 1004)
section-title: ΜΝΗΜΟΣΥΝΑ (55, 1871, 160, 1889)
name-day-entry: Ἡ κ. Σοφία Ἐρυθρίδου δὲν θὰ δεχθῇ ἐπισκέψεις. (221, 506, 387, 532)
headline: Ο κ. ΜΟΛΟΤΩΦ ΕΚΤΕΛΕΙ ΚΑΘΗΚΟΝΤΑ ΠΡΕΣΒΕΥΤΟΥ (1199, 1067, 1359, 1094)
deck: Ὁ κ. Μακρῆς ἐμήνυσε τὸν κ. Στεφ. Λῶλον (1100, 155, 1458, 174)
paragraph: Μετὰ τὴν λογοδοσίαν ἠκολούθησε συζήτησις κατὰ τὴν ὁποίαν ἔλαβον τὸν λόγον πολλοὶ ἀντιπρόσωποι. (987, 635, 1175, 674)
name-day-entry: Ἡ κ. Σοφία Σουσάμη (Φιλικῆς Ἑταιρείας 78) δὲν θὰ δεχθῇ. (221, 1572, 387, 1598)
divider (793, 782, 973, 783)
paragraph: Ὁ δράστης ἐπυροβόλησε τὸν νέον ἐξ ἐπαφῆς ὀλίγον ἄνωθεν τῆς καρδίας, ὁ τραυματίας ὅμως μετεφέρθη εἰς τὸ νοσοκομεῖον Βόλου ὅπου ὑπεβλήθη εἰς ἐγχείρησιν. (401, 956, 780, 1069)
paragraph: Τελεῖται αὔριον Τετάρτην καὶ ὥραν 10 π.μ. ἐν τῷ ἱερῷ ναῷ τοῦ Ἁγίου Νικολάου 40ήμερον μνημόσυνον ὑπὲρ ἀναπαύσεως τῆς ψυχῆς τῆς προσφιλοῦς ἡμῶν ΝΙΛΑ Κ. ΖΑΜΑΚΑ. (8, 1893, 207, 1959)
paragraph: Ὁ ΝΙΚΟΛΑΟΣ ΤΣΟΜΠΑΝΙΔΗΣ τοῦ Ἀναστασίου καὶ τῆς Ἑλένης καὶ ἡ ΣΤΑΥΛΑΝΗ ΠΑΠΑΔΟΠΟΥΛΟΥ τοῦ Γεωργίου καὶ τῆς Σοφίας, μέλλουν νὰ συνάψουν γάμον. (8, 1590, 207, 1655)
paragraph: Εἰς τὴν συνεστίασιν θὰ μετάσχουν καὶ μέλη τῶν Ροταριανῶν Ὁμίλων Σερρῶν, Καβάλας, Δράμας καὶ Βεροίας. (221, 2198, 387, 2250)
paragraph: Ὁ ΑΘΑΝΑΣΙΟΣ ΓΑΚΗΣ τοῦ Ζαχαρίου καὶ τῆς Ἀγγελικῆς καὶ ἡ ΣΤΕΛΛΑ ΑΕΡΜΠΙΤΣΟΓΛΟΥ τοῦ Ἀλεξάνδρου καὶ τῆς Φωτεινῆς, μέλλουν νὰ συνάψουν γάμον ἐν Θεσσαλονίκῃ. (8, 1372, 207, 1438)
paragraph: Συνελήφθη ὑπὸ τῆς ἀστυνομίας ὁ διευθυντὴς περιοδεύοντος τσίρκου, διότι προσέλαβεν εἰς τὴν ὑπηρεσίαν του ἀνήλικον ὑπάλληλον, κατὰ παράβασιν τοῦ νόμου. (793, 1327, 973, 1406)
paragraph: Ἡ ἀντιπροσωπεία τῆς ΓΣΕΕ, ἡ ὁποία παρέστη εἰς τὴν συνέλευσιν, κατήγγειλε τὰς ἀρχαιρεσίας ὡς προϊὸν ἀπροκαλύπτου ἐκβιασμοῦ καὶ ἐζήτησε τὴν ἀκύρωσίν των. (1383, 489, 1572, 556)
headline-band: ΑΦΙΚΝΕΙΤΑΙ ΕΙΣ ΘΕΣΣΑΛΟΝΙΚΗΝ Η ΜΠΑΝΤΑ ΤΗΣ 17ΗΣ ΑΕΡΟΠΟΡΙΚΗΣ ΣΤΡΑΤΙΑΣ ΤΩΝ Η.Π. (415, 53, 765, 86)
subhead: ΔΙΑ ΤΗΝ ΠΡΟΣΕΧΗ ΔΕΥΤΕΡΑΝ (810, 830, 956, 841)
name-day-entry: Ἡ κ. Σοφία Κ. Κουρτζούλη (Κλεισούρας 22) δὲν δέχεται ἐπισκέψεις. (221, 755, 387, 793)
paragraph: Ὁ κ. Παῦλος Φράγκογλου καὶ ἡ δ. Ἐλβίρα Νιόση, ἀρραβωνίσθησαν ἐν Θεσσαλονίκῃ τῇ 15/9957. (8, 201, 207, 241)
headline-main-2: Η ΑΝΤΙΠΡΟΣΩΠΕΙΑ ΤΗΣ ΓΣΕΕ ΤΑΣ ΚΑΤΑΓΓΕΛΛΕΙ ΩΣ ΠΡΟΪΟΝ ΑΠΡΟΚΑΛΥΠΤΟΥ ΕΚΒΙΑΣΜΟΥ (1004, 110, 1554, 151)
section-title: Δωρεαί (8, 874, 64, 891)
section-title: Εὐχετήρια (8, 673, 85, 690)
paragraph: Εἰς τὸν ἀγαπητόν μας Μάριο Μαλεόνιο, χαρμόσυνα, τελευταῖα τοῦ σχολείου, ὅλο στὸ γάμο τοῦ Ἁγίου Γεωργίου ἑορτασμοῦ. (8, 754, 207, 806)
headline: ΚΟΙΝΗΝ ΣΤΡΑΤΗΓΙΚΗΝ ΕΙΣ ΤΟΝ ΟΗΕ ΚΑΘΟΡΙΖΟΥΝ ΟΙ ΝΤΑΛΛΕΣ ΚΑΙ ΛΟΫΝΤ (1188, 810, 1370, 850)
section-title: ΜΗ ΕΟΡΤΑΖΟΝΤΕΣ (221, 62, 348, 78)
column-society (8, 54, 207, 2275)
divider (793, 1284, 973, 1285)
section-title: ΕΥΧΑΡΙΣΤΗΡΙΑ (8, 2091, 152, 2113)
paragraph: Συνῆλθον εἰς Θεσσαλονίκην οἱ ἰδιοκτῆται τῶν ἑβδομαδιαίων ἐπαρχιακῶν ἐφημερίδων Μακεδονίας καὶ Θρᾴκης καὶ ἀπεφάσισαν τὴν ἵδρυσιν Ἑνώσεως. (793, 1092, 973, 1172)
paragraph: ΑΘΗΝΑΙ, 16.— Ὁ Ὑπουργὸς Κοινωνικῆς Προνοίας ἐνέκρινε τὴν ἐπέκτασιν τοῦ νοσοκομείου ΑΧΕΠΑ Θεσσαλονίκης διὰ τῆς ἀνεγέρσεως νέας πτέρυγος. (793, 1211, 973, 1277)
column-rule (980, 54, 981, 2275)
article-body (401, 957, 780, 1073)
paragraph: Θεωρῶ ὑποχρέωσίν μου νὰ εὐχαριστήσω δημοσίᾳ τὸν διακεκριμένον ἰατρὸν κ. ΑΡΧΙΤΕΚΤΟΝΙΔΗΝ διὰ τὴν ἐπιτυχῆ ἐγχείρησιν τῆς συζύγου μου Ἑλένης. Μαρία—Γιάννης Παπαδόπουλος. (8, 2118, 207, 2197)
name-day-entry: Ἡ κ. Σοφία Ζωτ. Καλτούρη δὲν ἑορτάζει καὶ δὲν δέχεται ἐπισκέψεις. (221, 631, 387, 669)
paragraph: ΜΟΣΧΑ, 16. (Ρώυτερ).— Κατὰ πληροφορίας, ὁ κ. Μολότωφ ἐξακολουθεῖ νὰ ἐκτελῇ τὰ καθήκοντά του ὡς πρεσβευτὴς εἰς Οὐλὰν Μπατὼρ τῆς Μογγολίας. (1184, 1092, 1374, 1159)
paragraph: ΑΘΗΝΑΙ, 16.— Ἐντὸς τοῦ προσεχοῦς μηνὸς θὰ ἀφιχθῇ εἰς Ἑλλάδα γιουγκοσλαβικὴ στρατιωτικὴ ἀποστολή, ἐνῷ ἑλληνικὴ ἀποστολὴ θὰ μεταβῇ εἰς Βελιγράδιον. (1184, 448, 1374, 527)
paragraph: Ἐν τῷ μεταξὺ, εἰς τοὺς ἐργατικοὺς κύκλους ἐπικρατεῖ ἀναβρασμὸς καὶ ἀναμένεται νὰ ἀκολουθήσουν νέαι ἐξελίξεις. (1383, 1018, 1572, 1071)
subhead: ΚΑΤΑΓΓΕΛΙΑΙ ΠΕΡΙ ΕΚΒΙΑΣΜΟΥ (1393, 795, 1560, 808)
paragraph: ΚΟΥΦΑΛΙΑ, 16.— Ἀπεβίωσεν εἰς τὸ χωρίον Στίβος Γουμενίσσης ὁ ὑπεραιωνόβιος ἀγρότης Ἰωάννης Παυλίδης, ἡλικίας 110 ἐτῶν. Οὗτος ὅπως καὶ νεαρὸς τοῦ ἠργάζετο καθημερινῶς εἰς τοὺς ἀγρούς του καὶ διετήρει ἀκεραίους τοὺς ὀδόντας του. (793, 141, 973, 247)
divider (221, 1864, 387, 1865)
subhead: ΚΑΙ ΗΔΗ ΕΝΕΡΓΟΥΝΤΑΙ ΑΝΑΚΡΙΣΕΙΣ (477, 937, 704, 953)
name-day-entry: Ἡ κ. Σοφία Χρ. Γεροβίζη (Γραβιᾶς 6) δὲν θὰ δεχθῇ ἐπισκέψεις. (221, 336, 387, 375)
subhead: ΕΤΑΦΗΣΑΝ ΜΑΖΥ (640, 700, 734, 712)
headline: Η ΣΟΦΙΑ ΕΠΡΟΤΕΙΝΕ ΑΝΤΑΛΛΑΓΗΝ ΦΥΓΑΔΟΣ ΜΕ ΦΟΝΕΑ ΣΤΡΑΤΙΩΤΗΝ (802, 436, 964, 476)
divider (401, 402, 780, 407)
photo-caption: Ἡ γενικὴ συνέλευσις τῶν ἐκπροσώπων τῶν σωματείων τοῦ ἐργατικοῦ κέντρου, κατὰ τὴν ὁποίαν ἐξελέγη ἡ νέα διοίκησις του. (987, 371, 1571, 396)
paragraph: Διέλυσα τὸν ἀρραβῶνα μου μετὰ τῆς δ. Παλαζάκη Κωνσταντίνας, λόγῳ ἀσυμφωνίας χαρακτήρων. ΓΕΩΡΓΙΟΣ Δ. ΤΣΙΜΑΣ. (8, 1038, 207, 1090)
paragraph: Τὸν ἐσπέραν χθές, εἰς τὰ γραφεῖα τῆς Λέσχης, ἐδημοσιεύθη ἡ ἐπίσημος λίστα τῶν συμμετεχόντων εἰς τὸ Ράλλυ «Μέγας Ἀλέξανδρος 1957», τὸ ὁποῖον ὀργανώνεται ὑπὸ τῆς ΕΛΠΑ καὶ τοῦ Ἐθνικοῦ Τουρισμοῦ. (401, 1154, 585, 1246)
name-day-entry: Ἡ κ. Σοφία Ἀθ. Κυριακίδου δὲν ἑορτάζει καὶ δὲν δέχεται. (221, 722, 387, 748)
name-day-entry: Ἡ κ. Ἑλένη Ν. Παλαιῶν δὲν ἑορτάζει. (221, 1363, 387, 1388)
paragraph: ΑΘΗΝΑΙ, 16.— Ὁ πρόεδρος τῆς Γιουγκοσλαβικῆς Ὁμοσπονδίας ἀναχωρεῖ κατὰ τὴν προσεχῆ ἑβδομάδα ἐκ Βελιγραδίου διὰ τὰς Ἀθήνας, ὅπου θὰ παραμείνῃ ἐπὶ ἓξ ἡμέρας. (793, 975, 973, 1055)
divider (793, 1062, 973, 1063)
section-title: ΜΕΛΛΟΝΤΕΣ ΓΑΜΟΙ (32, 1106, 184, 1123)
subhead: ΜΕ ΤΟΥΣ ΟΔΟΝΤΑΣ ΥΓΙΕΙΣ (819, 126, 947, 138)
paragraph: Εἰς τὸν ἀγαπητόν μας ἀδελφὸν Σταῦρον Καλογεροπούλου, εὐχόμεθα ἔτη πολλὰ καὶ εὐτυχισμένα. Ἀδελφοί. (221, 1804, 387, 1856)
article-body (401, 1155, 780, 1281)
name-day-entry: Ἡ κ. Σοφία Λουκοπούλου (Βασ. Ὄλγας 97) δὲν θὰ δεχθῇ ἐπισκέψεις. (221, 1004, 387, 1042)
paragraph: Ἐκλέξθησαν τῇ 18/8/57 οἱ νόμοι τοῦ κ. Κυρίου Μητσίκηνη, συνοικοσαμένοι εἰς τὴν Εὐαγγελίστριαν μετὰ τῆς δ. Θεοφίλας Καλογεράκου ἐν Κλεισίῳ Ἁγίου Στεφάνου. (8, 488, 207, 567)
subhead: ΕΙΣ ΕΝΑ ΤΑΦΟΝ ΕΤΑΦΗΣΑΝ ΤΑ ΛΕΙΨΑΝΑ ΤΩΝ (401, 592, 780, 611)
subhead: ΚΙΝΗΣΙΣ ΚΑΤΑ ΤΟΥ κ. ΘΕΟΔΩΡΟΥ (1389, 635, 1566, 647)
columns-wrapper (987, 405, 1571, 1165)
name-day-entry: Ἡ κ. Σοφία Δημοπούλου—Μελανίδου, παιδίατρος (Π. Μελᾶ 35) δὲν θὰ δεχθῇ. (221, 427, 387, 467)
name-day-entry: Ἡ κ. Ἐλπὶς Μουσικὴ δὲν θὰ δεχθῇ ἐπισκέψεις. (221, 1220, 387, 1245)
subhead: ΠΡΟΣ ΤΗΝ ΓΣΕΕ (1434, 943, 1521, 956)
subhead: ΑΙ ΟΙΚΟΝΟΜΙΚΑΙ ΔΙΕΚΔΙΚΗΣΕΙΣ (998, 881, 1165, 894)
